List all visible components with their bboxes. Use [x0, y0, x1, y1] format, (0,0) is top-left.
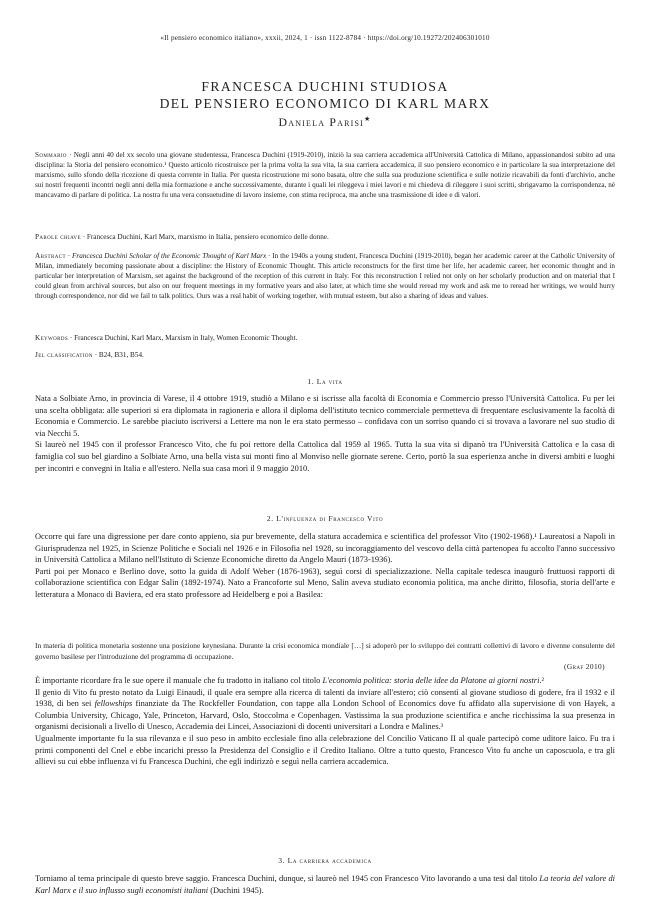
abstract-label: Abstract: [35, 252, 66, 260]
section-2-paragraph: È importante ricordare fra le sue opere il manuale che fu tradotto in italiano col titolo L'economia politica: storia delle idee da Platone ai giorni nostri.²: [35, 676, 545, 685]
sommario: [35, 150, 615, 200]
section-heading-2: 2. L'influenza di Francesco Vito: [266, 514, 384, 523]
author-footnote-mark: ★: [364, 115, 372, 124]
section-heading-1: 1. La vita: [307, 377, 343, 386]
parole-chiave: [35, 232, 615, 242]
parole-chiave-label: Parole chiave: [35, 233, 81, 241]
keywords-text: · Francesca Duchini, Karl Marx, Marxism in Italy, Women Economic Thought.: [68, 334, 298, 342]
jel-text: · B24, B31, B54.: [92, 351, 144, 359]
block-quote-citation: (Graf 2010): [563, 662, 605, 672]
section-2-body: [35, 531, 615, 601]
block-quote: [35, 641, 615, 673]
abstract: Abstract · Francesca Duchini Scholar of the Economic Thought of Karl Marx · In the 1940s a young student, Francesca Duchini (1919-2010), began her academic career at the Catholic University of Milan, immediately becoming passionate about a discipline: the History of Economic Thought. This article reconstructs for the first time her life, her academic career, her economic thought and in particular her interpretation of Marxism, set against the background of the reception of this current in Italy. For this reconstruction I relied not only on her scholarly production and on material that I could glean from archival sources, but also on our frequent meetings in my formative years and also later, at which time she would reread my work and ask me to reread her writings, we would hurry through correspondence, nor did we fail to talk politics. Ours was a real habit of working together, with mutual esteem, but also a sharing of ideas and values.: [35, 252, 615, 301]
section-1-paragraph: Si laureò nel 1945 con il professor Francesco Vito, che fu poi rettore della Cattolica dal 1959 al 1965. Tutta la sua vita si dipanò tra l'Università Cattolica e la casa di famiglia col suo bel giardino a Solbiate Arno, una bella vista sui monti fino al Monviso nelle giornate serene. Certo, portò la sua esperienza anche in diversi ambiti e luoghi per incontri e convegni in Italia e all'estero. Nella sua casa morì il 9 maggio 2010.: [35, 440, 615, 473]
author-name-text: Daniela Parisi: [278, 115, 364, 129]
jel-classification: [35, 350, 615, 360]
section-1-body: [35, 393, 615, 474]
sommario-text: · Negli anni 40 del xx secolo una giovane studentessa, Francesca Duchini (1919-2010), iniziò la sua carriera accademica all'Università Cattolica di Milano, appassionandosi subito ad una disciplina: la Storia del pensiero economico.¹ Questo articolo ricostruisce per la prima volta la sua vita, la sua carriera accademica, il suo pensiero economico e in particolare la sua interpretazione del marxismo, sullo sfondo della ricezione di questa corrente in Italia. Per questa ricostruzione mi sono basata, oltre che sulla sua produzione scientifica e sulle notizie ricavabili da fonti d'archivio, anche sui nostri frequenti incontri negli anni della mia formazione e anche successivamente, durante i quali lei rileggeva i miei lavori e mi chiedeva di rileggere i suoi scritti, sbrigavamo la corrispondenza, né mancavamo di parlare di politica. La nostra fu una vera consuetudine di lavoro insieme, con stima reciproca, ma anche una trasmissione di idee e di valori.: [35, 151, 615, 200]
title-line-1: FRANCESCA DUCHINI STUDIOSA: [201, 79, 449, 94]
section-2-continued: [35, 675, 615, 768]
keywords: [35, 333, 615, 343]
keywords-label: Keywords: [35, 334, 69, 342]
section-1-paragraph: Nata a Solbiate Arno, in provincia di Varese, il 4 ottobre 1919, studiò a Milano e si iscrisse alla facoltà di Economia e Commercio presso l'Università Cattolica. Fu per lei una scelta obbligata: alle superiori si era diplomata in ragioneria e allora il diploma dell'istituto tecnico commerciale permetteva di frequentare esclusivamente la facoltà di Economia e Commercio. Le sarebbe piaciuto iscriversi a Lettere ma non le era stato permesso – confidava con un sorriso quando ci si trovava a lavorare nel suo studio di via Necchi 5.: [35, 394, 615, 438]
author-name: [0, 115, 650, 130]
section-2-paragraph: Il genio di Vito fu presto notato da Luigi Einaudi, il quale era sempre alla ricerca di talenti da inviare all'estero; ciò consentì al giovane studioso di godere, fra il 1932 e il 1938, di ben sei fellowships finanziate da The Rockfeller Foundation, con tappe alla London School of Economics dove fu affidato alla supervisione di von Hayek, a Columbia University, Chicago, Yale, Princeton, Harvard, Oslo, Stoccolma e Copenhagen. Vastissima la sua produzione scientifica e anche ricchissima la sua presenza in organismi decisionali a livello di Unesco, Accademia dei Lincei, Associazioni di docenti universitari a Londra e Malines.³: [35, 687, 615, 732]
sommario-label: Sommario: [35, 151, 67, 159]
section-heading-3: 3. La carriera accademica: [278, 856, 372, 865]
section-3-body: [35, 873, 615, 896]
abstract-title: Francesca Duchini Scholar of the Economic Thought of Karl Marx: [72, 252, 267, 260]
title-line-2: DEL PENSIERO ECONOMICO DI KARL MARX: [159, 96, 491, 111]
jel-label: Jel classification: [35, 351, 93, 359]
running-head: «Il pensiero economico italiano», xxxii, 2024, 1 · issn 1122-8784 · https://doi.org/10.19272/202406301010: [160, 34, 490, 42]
block-quote-text: In materia di politica monetaria sostenne una posizione keynesiana. Durante la crisi economica mondiale […] si adoperò per lo sviluppo dei contratti collettivi di lavoro e divenne consulente del governo basilese per l'introduzione del programma di occupazione.: [35, 641, 615, 661]
section-2-paragraph: Occorre qui fare una digressione per dare conto appieno, sia pur brevemente, della statura accademica e scientifica del professor Vito (1902-1968).¹ Laureatosi a Napoli in Giurisprudenza nel 1925, in Scienze Politiche e Sociali nel 1926 e in Filosofia nel 1928, su incoraggiamento del vescovo della città partenopea fu accolto l'anno successivo in Università Cattolica a Milano nell'Istituto di Scienze Economiche diretto da Angelo Mauri (1873-1936).: [35, 532, 615, 565]
article-title: [0, 78, 650, 112]
parole-chiave-text: · Francesca Duchini, Karl Marx, marxismo in Italia, pensiero economico delle donne.: [80, 233, 329, 241]
abstract-text: · In the 1940s a young student, Francesca Duchini (1919-2010), began her academic career at the Catholic University of Milan, immediately becoming passionate about a discipline: the History of Economic Thought. This article reconstructs for the first time her life, her academic career, her economic thought and in particular her interpretation of Marxism, set against the background of the reception of this current in Italy. For this reconstruction I relied not only on her scholarly production and on material that I could glean from archival sources, but also on our frequent meetings in my formative years and also later, at which time she would reread my work and ask me to reread her writings, we would hurry through correspondence, nor did we fail to talk politics. Ours was a real habit of working together, with mutual esteem, but also a sharing of ideas and values.: [35, 252, 615, 301]
section-3-paragraph: Torniamo al tema principale di questo breve saggio. Francesca Duchini, dunque, si laureò nel 1945 con Francesco Vito lavorando a una tesi dal titolo La teoria del valore di Karl Marx e il suo influsso sugli economisti italiani (Duchini 1945).: [35, 874, 615, 895]
section-2-paragraph: Ugualmente importante fu la sua rilevanza e il suo peso in ambito ecclesiale fino alla celebrazione del Concilio Vaticano II al quale partecipò come uditore laico. Fu tra i primi componenti del Cnel e ebbe incarichi presso la Presidenza del Consiglio e il Credito Italiano. Oltre a tutto questo, Francesco Vito fu anche un caposcuola, e tra gli allievi su cui ebbe influenza vi fu Francesca Duchini, che egli indirizzò e seguì nella carriera accademica.: [35, 733, 615, 767]
section-2-paragraph: Parti poi per Monaco e Berlino dove, sotto la guida di Adolf Weber (1876-1963), seguì corsi di specializzazione. Nella capitale tedesca inaugurò fruttuosi rapporti di collaborazione scientifica con Edgar Salin (1892-1974). Nato a Francoforte sul Meno, Salin aveva studiato economia politica, ma anche diritto, filosofia, storia dell'arte e letteratura a Monaco di Baviera, ed era stato professore ad Heidelberg e poi a Basilea:: [35, 566, 615, 599]
